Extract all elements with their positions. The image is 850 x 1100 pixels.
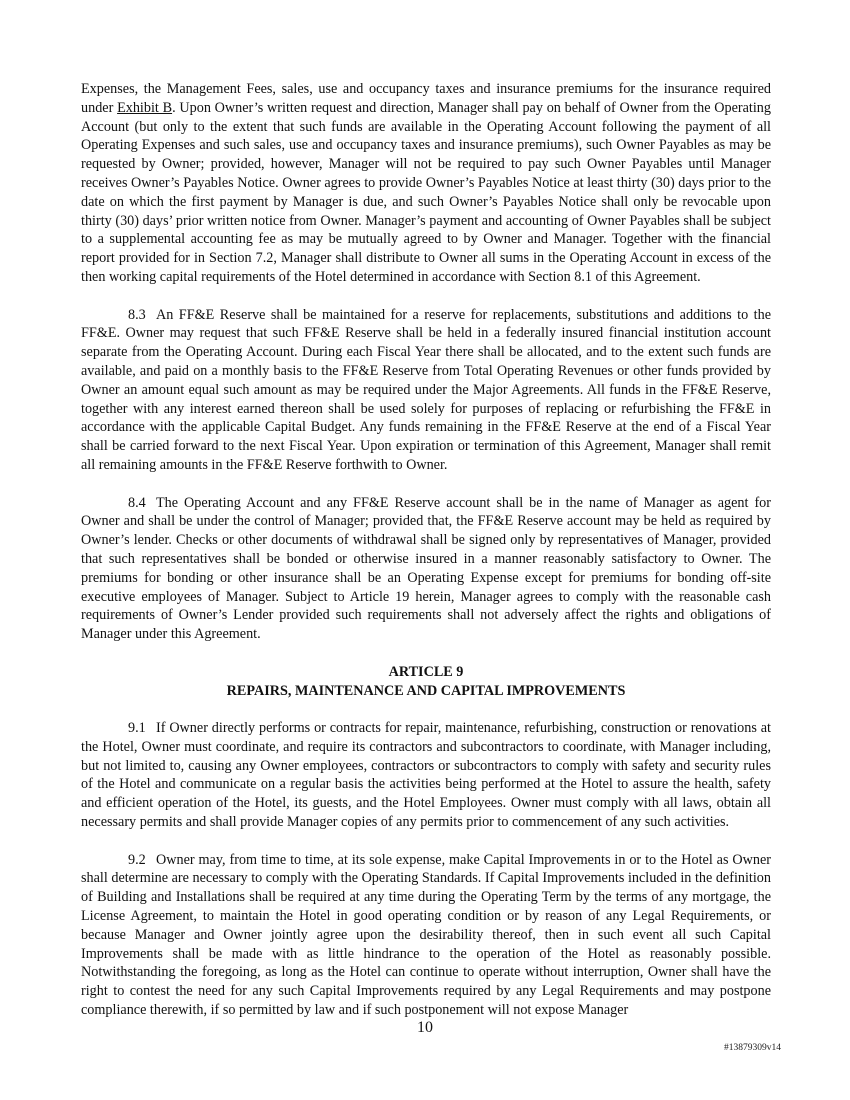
continuation-text-end: . Upon Owner’s written request and direction, Manager shall pay on behalf of Owner from the Operating Account (but only to the extent that such funds are available in the Operating Account following the payment of all Operating Expenses and such sales, use and occupancy taxes and insurance premiums), such Owner Payables as may be requested by Owner; provided, however, Manager will not be required to pay such Owner Payables until Manager receives Owner’s Payables Notice. Owner agrees to provide Owner’s Payables Notice at least thirty (30) days prior to the date on which the first payment by Manager is due, and such Owner’s Payables Notice shall only be revocable upon thirty (30) days’ prior written notice from Owner. Manager’s payment and accounting of Owner Payables shall be subject to a supplemental accounting fee as may be mutually agreed to by Owner and Manager. Together with the financial report provided for in Section 7.2, Manager shall distribute to Owner all sums in the Operating Account in excess of the then working capital requirements of the Hotel determined in accordance with Section 8.1 of this Agreement. <box>81 99 771 285</box>
section-number: 8.3 <box>128 306 146 323</box>
section-8-3 <box>81 306 771 475</box>
section-9-1 <box>81 719 771 832</box>
section-text: If Owner directly performs or contracts for repair, maintenance, refurbishing, construction or renovations at the Hotel, Owner must coordinate, and require its contractors and subcontractors to coordinate, with Manager including, but not limited to, causing any Owner employees, contractors or subcontractors to comply with safety and security rules of the Hotel and communicate on a regular basis the activities being performed at the Hotel to assure the health, safety and efficient operation of the Hotel, its guests, and the Hotel Employees. Owner must comply with all laws, obtain all necessary permits and shall provide Manager copies of any permits prior to commencement of any such activities. <box>81 720 771 831</box>
continuation-text-start: Expenses, the Management Fees, sales, use and occupancy taxes and insurance premiums for the insurance required under <box>81 81 771 116</box>
document-id: #13879309v14 <box>724 1043 781 1053</box>
section-9-2 <box>81 851 771 1020</box>
section-number: 9.1 <box>128 720 146 737</box>
article-number: ARTICLE 9 <box>388 663 464 680</box>
section-text: The Operating Account and any FF&E Reserve account shall be in the name of Manager as agent for Owner and shall be under the control of Manager; provided that, the FF&E Reserve account may be held as required by Owner’s lender. Checks or other documents of withdrawal shall be signed only by representatives of Manager, provided that such representatives shall be bonded or otherwise insured in a manner reasonably satisfactory to Owner. The premiums for bonding or other insurance shall be an Operating Expense except for premiums for bonding off-site executive employees of Manager. Subject to Article 19 herein, Manager agrees to comply with the reasonable cash requirements of Owner’s Lender provided such requirements shall not adversely affect the rights and obligations of Manager under this Agreement. <box>81 494 771 643</box>
section-text: Owner may, from time to time, at its sole expense, make Capital Improvements in or to the Hotel as Owner shall determine are necessary to comply with the Operating Standards. If Capital Improvements included in the definition of Building and Installations shall be required at any time during the Operating Term by the terms of any mortgage, the License Agreement, to maintain the Hotel in good operating condition or by reason of any Legal Requirements, or because Manager and Owner jointly agree upon the desirability thereof, then in such event all such Capital Improvements shall be made with as little hindrance to the operation of the Hotel as reasonably possible. Notwithstanding the foregoing, as long as the Hotel can continue to operate without interruption, Owner shall have the right to contest the need for any such Capital Improvements required by any Legal Requirements and may postpone compliance therewith, if so permitted by law and if such postponement will not expose Manager <box>81 851 771 1019</box>
section-number: 9.2 <box>128 851 146 868</box>
section-text: An FF&E Reserve shall be maintained for a reserve for replacements, substitutions and additions to the FF&E. Owner may request that such FF&E Reserve shall be held in a federally insured financial institution account separate from the Operating Account. During each Fiscal Year there shall be allocated, and to the extent such funds are available, and paid on a monthly basis to the FF&E Reserve from Total Operating Revenues or other funds provided by Owner an amount equal such amount as may be required under the Major Agreements. All funds in the FF&E Reserve, together with any interest earned thereon shall be used solely for purposes of replacing or refurbishing the FF&E in accordance with the applicable Capital Budget. Any funds remaining in the FF&E Reserve at the end of a Fiscal Year shall be carried forward to the next Fiscal Year. Upon expiration or termination of this Agreement, Manager shall remit all remaining amounts in the FF&E Reserve forthwith to Owner. <box>81 306 771 473</box>
section-number: 8.4 <box>128 494 146 511</box>
section-8-4 <box>81 494 771 644</box>
page-number: 10 <box>417 1019 433 1036</box>
article-heading <box>81 663 771 701</box>
continuation-paragraph <box>81 80 771 287</box>
article-title: REPAIRS, MAINTENANCE AND CAPITAL IMPROVEMENTS <box>226 682 626 699</box>
exhibit-b-reference: Exhibit B <box>117 99 173 116</box>
document-page <box>81 80 771 1020</box>
